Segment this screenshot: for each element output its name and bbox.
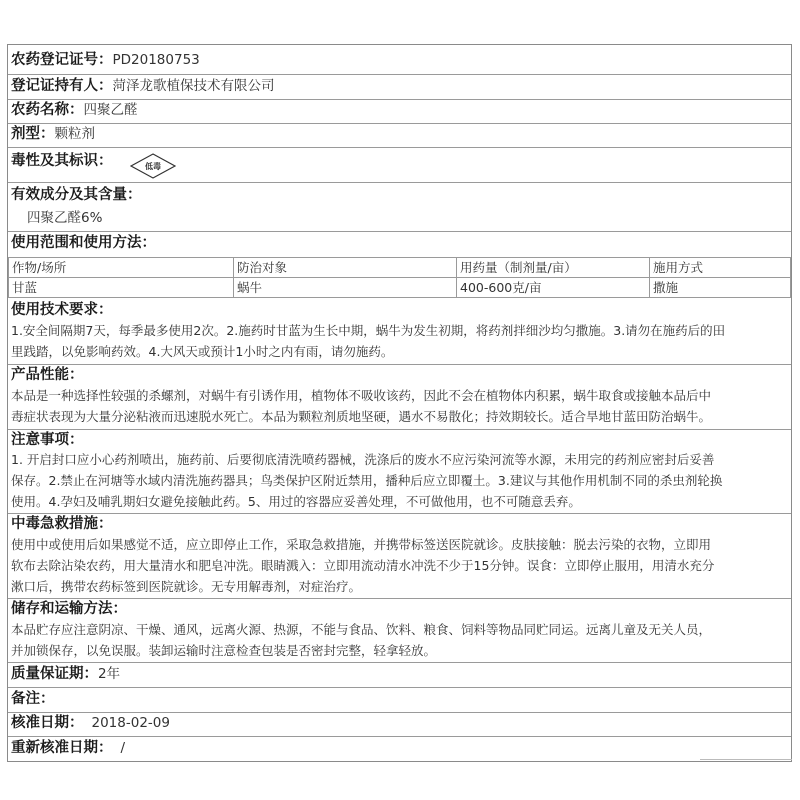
precautions-label: 注意事项： xyxy=(11,432,84,448)
precautions-paragraph xyxy=(11,449,785,512)
warranty-label: 质量保证期： xyxy=(11,666,98,682)
divider xyxy=(8,712,791,713)
paragraph-line: 软布去除沾染农药，用大量清水和肥皂冲洗。眼睛溅入：立即用流动清水冲洗不少于15分钟。误食：立即停止服用，用清水充分 xyxy=(11,558,715,573)
firstaid-paragraph xyxy=(11,534,785,597)
formulation-label: 剂型： xyxy=(11,126,55,142)
registration-value: PD20180753 xyxy=(112,52,200,68)
notes-row xyxy=(11,690,788,708)
usage-table xyxy=(8,257,791,298)
divider xyxy=(8,123,791,124)
usage-label: 使用范围和使用方法： xyxy=(11,235,156,251)
firstaid-label-row xyxy=(11,515,788,533)
warranty-row xyxy=(11,665,788,683)
table-cell: 蜗牛 xyxy=(234,278,457,298)
table-cell: 400-600克/亩 xyxy=(457,278,650,298)
reapproval-label: 重新核准日期： xyxy=(11,740,113,756)
tech-label: 使用技术要求： xyxy=(11,302,113,318)
divider xyxy=(8,736,791,737)
bottom-rule xyxy=(700,759,792,760)
table-cell: 甘蓝 xyxy=(9,278,234,298)
precautions-label-row xyxy=(11,431,788,449)
formulation-row xyxy=(11,125,788,143)
divider xyxy=(8,598,791,599)
divider xyxy=(8,182,791,183)
low-toxicity-badge-icon xyxy=(130,153,176,183)
divider xyxy=(8,364,791,365)
ingredient-label-row xyxy=(11,186,788,204)
notes-label: 备注： xyxy=(11,691,55,707)
paragraph-line: 本品贮存应注意阴凉、干燥、通风，远离火源、热源，不能与食品、饮料、粮食、饲料等物品同贮同运。远离儿童及无关人员， xyxy=(11,622,712,637)
ingredient-value: 四聚乙醛6% xyxy=(27,210,103,226)
paragraph-line: 使用。4.孕妇及哺乳期妇女避免接触此药。5、用过的容器应妥善处理，不可做他用，也不可随意丢弃。 xyxy=(11,494,581,509)
table-row xyxy=(9,278,791,298)
ingredient-label: 有效成分及其含量： xyxy=(11,187,142,203)
approval-row xyxy=(11,714,788,732)
usage-label-row xyxy=(11,234,788,252)
divider xyxy=(8,429,791,430)
divider xyxy=(8,687,791,688)
low-toxicity-text: 低毒 xyxy=(145,162,161,171)
name-label: 农药名称： xyxy=(11,102,84,118)
performance-paragraph xyxy=(11,385,785,427)
divider xyxy=(8,662,791,663)
toxicity-row xyxy=(11,152,788,170)
divider xyxy=(8,99,791,100)
header-cell: 作物/场所 xyxy=(9,258,234,278)
name-row xyxy=(11,101,788,119)
paragraph-line: 本品是一种选择性较强的杀螺剂，对蜗牛有引诱作用，植物体不吸收该药，因此不会在植物体内积累，蜗牛取食或接触本品后中 xyxy=(11,388,712,403)
approval-value: 2018-02-09 xyxy=(91,715,170,731)
paragraph-line: 使用中或使用后如果感觉不适，应立即停止工作，采取急救措施，并携带标签送医院就诊。皮肤接触：脱去污染的衣物，立即用 xyxy=(11,537,712,552)
table-cell: 撒施 xyxy=(650,278,791,298)
warranty-value: 2年 xyxy=(98,666,121,682)
table-header-row xyxy=(9,258,791,278)
reapproval-value: / xyxy=(120,740,126,756)
name-value: 四聚乙醛 xyxy=(83,102,138,118)
toxicity-diamond-icon xyxy=(130,153,176,179)
storage-paragraph xyxy=(11,619,785,661)
storage-label: 储存和运输方法： xyxy=(11,601,127,617)
registration-label: 农药登记证号： xyxy=(11,52,113,68)
reapproval-row xyxy=(11,739,788,757)
registration-row xyxy=(11,51,788,69)
divider xyxy=(8,147,791,148)
paragraph-line: 毒症状表现为大量分泌粘液而迅速脱水死亡。本品为颗粒剂质地坚硬，遇水不易散化；持效期较长。适合旱地甘蓝田防治蜗牛。 xyxy=(11,409,712,424)
paragraph-line: 1.安全间隔期7天，每季最多使用2次。2.施药时甘蓝为生长中期，蜗牛为发生初期，将药剂拌细沙均匀撒施。3.请勿在施药后的田 xyxy=(11,323,726,338)
header-cell: 施用方式 xyxy=(650,258,791,278)
firstaid-label: 中毒急救措施： xyxy=(11,516,113,532)
formulation-value: 颗粒剂 xyxy=(54,126,95,142)
storage-label-row xyxy=(11,600,788,618)
header-cell: 用药量（制剂量/亩） xyxy=(457,258,650,278)
divider xyxy=(8,513,791,514)
toxicity-label: 毒性及其标识： xyxy=(11,153,113,169)
header-cell: 防治对象 xyxy=(234,258,457,278)
holder-row xyxy=(11,77,788,95)
holder-value: 菏泽龙歌植保技术有限公司 xyxy=(112,78,275,94)
paragraph-line: 漱口后，携带农药标签到医院就诊。无专用解毒剂，对症治疗。 xyxy=(11,579,362,594)
divider xyxy=(8,74,791,75)
paragraph-line: 里践踏，以免影响药效。4.大风天或预计1小时之内有雨，请勿施药。 xyxy=(11,344,394,359)
tech-label-row xyxy=(11,301,788,319)
paragraph-line: 1. 开启封口应小心药剂喷出，施药前、后要彻底清洗喷药器械，洗涤后的废水不应污染河流等水源，未用完的药剂应密封后妥善 xyxy=(11,452,715,467)
paragraph-line: 保存。2.禁止在河塘等水域内清洗施药器具；鸟类保护区附近禁用，播种后应立即覆土。3.建议与其他作用机制不同的杀虫剂轮换 xyxy=(11,473,723,488)
approval-label: 核准日期： xyxy=(11,715,84,731)
tech-paragraph xyxy=(11,320,785,362)
ingredient-value-row xyxy=(27,209,788,227)
paragraph-line: 并加锁保存，以免误服。装卸运输时注意检查包装是否密封完整，轻拿轻放。 xyxy=(11,643,437,658)
performance-label: 产品性能： xyxy=(11,367,84,383)
document-frame xyxy=(7,44,792,762)
performance-label-row xyxy=(11,366,788,384)
divider xyxy=(8,231,791,232)
holder-label: 登记证持有人： xyxy=(11,78,113,94)
